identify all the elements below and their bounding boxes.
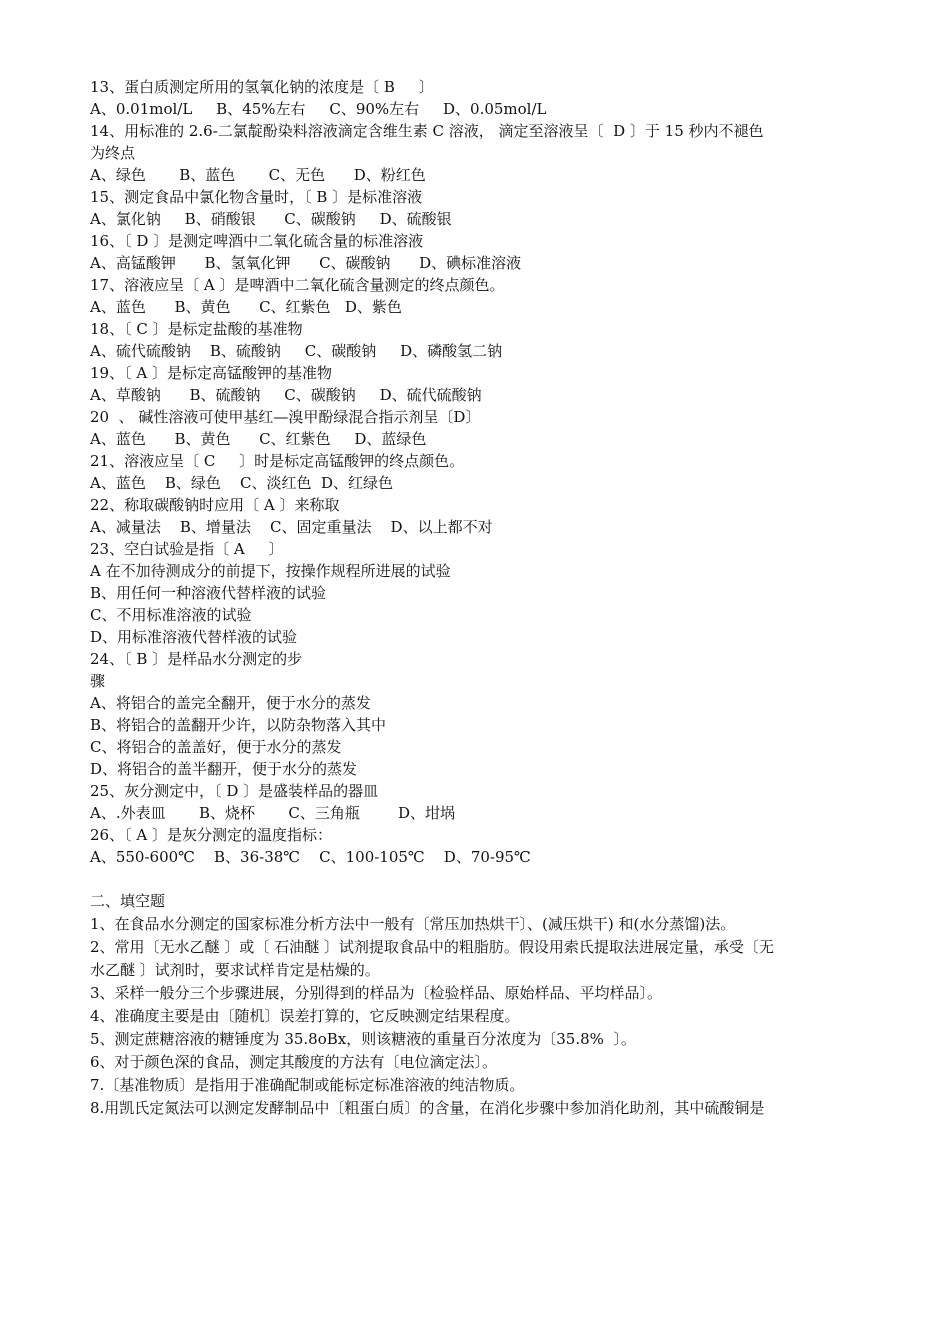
- options-line: A、将铝合的盖完全翻开，便于水分的蒸发: [90, 694, 371, 712]
- options-line: A、蓝色 B、绿色 C、淡红色 D、红绿色: [90, 474, 394, 492]
- fill-line: 5、测定蔗糖溶液的糖锤度为 35.8oBx，则该糖液的重量百分浓度为〔35.8% 〕。: [90, 1030, 636, 1048]
- section-heading: 二、填空题: [90, 892, 166, 910]
- document-page: [90, 76, 870, 1120]
- fill-line: 2、常用〔无水乙醚 〕或〔 石油醚 〕试剂提取食品中的粗脂肪。假设用索氏提取法进展定量，承受〔无: [90, 938, 774, 956]
- fill-line: 7.〔基准物质〕是指用于准确配制或能标定标准溶液的纯洁物质。: [90, 1076, 525, 1094]
- options-line: A、减量法 B、增量法 C、固定重量法 D、以上都不对: [90, 518, 493, 536]
- options-line: A 在不加待测成分的前提下，按操作规程所进展的试验: [90, 562, 451, 580]
- options-line: A、.外表皿 B、烧杯 C、三角瓶 D、坩埚: [90, 804, 456, 822]
- fill-line: 水乙醚 〕试剂时，要求试样肯定是枯燥的。: [90, 961, 380, 979]
- question-line: 13、蛋白质测定所用的氢氧化钠的浓度是〔 B 〕: [90, 78, 434, 96]
- question-line: 18、〔 C 〕是标定盐酸的基准物: [90, 320, 303, 338]
- options-line: C、将铝合的盖盖好，便于水分的蒸发: [90, 738, 342, 756]
- options-line: A、草酸钠 B、硫酸钠 C、碳酸钠 D、硫代硫酸钠: [90, 386, 482, 404]
- fill-line: 8.用凯氏定氮法可以测定发酵制品中〔粗蛋白质〕的含量，在消化步骤中参加消化助剂，其中硫酸铜是: [90, 1099, 765, 1117]
- options-line: D、将铝合的盖半翻开，便于水分的蒸发: [90, 760, 358, 778]
- question-line: 15、测定食品中氯化物含量时，〔 B 〕是标准溶液: [90, 188, 423, 206]
- options-line: A、0.01mol/L B、45%左右 C、90%左右 D、0.05mol/L: [90, 100, 547, 118]
- multiple-choice-section: [90, 76, 870, 868]
- question-line: 26、〔 A 〕是灰分测定的温度指标：: [90, 826, 332, 844]
- question-line: 19、〔 A 〕是标定高锰酸钾的基准物: [90, 364, 332, 382]
- fill-line: 3、采样一般分三个步骤进展，分别得到的样品为〔检验样品、原始样品、平均样品〕。: [90, 984, 663, 1002]
- options-line: B、将铝合的盖翻开少许，以防杂物落入其中: [90, 716, 387, 734]
- fill-line: 1、在食品水分测定的国家标准分析方法中一般有〔常压加热烘干〕、(减压烘干) 和(水分蒸馏)法。: [90, 915, 736, 933]
- options-line: D、用标准溶液代替样液的试验: [90, 628, 298, 646]
- fill-in-section: [90, 890, 870, 1120]
- question-line: 20 、 碱性溶液可使甲基红—溴甲酚绿混合指示剂呈〔D〕: [90, 408, 481, 426]
- question-line: 24、〔 B 〕是样品水分测定的步: [90, 650, 303, 668]
- fill-line: 6、对于颜色深的食品，测定其酸度的方法有〔电位滴定法〕。: [90, 1053, 498, 1071]
- options-line: A、氯化钠 B、硝酸银 C、碳酸钠 D、硫酸银: [90, 210, 452, 228]
- options-line: A、硫代硫酸钠 B、硫酸钠 C、碳酸钠 D、磷酸氢二钠: [90, 342, 503, 360]
- fill-line: 4、准确度主要是由〔随机〕误差打算的，它反映测定结果程度。: [90, 1007, 520, 1025]
- options-line: B、用任何一种溶液代替样液的试验: [90, 584, 327, 602]
- options-line: A、蓝色 B、黄色 C、红紫色 D、紫色: [90, 298, 402, 316]
- options-line: A、绿色 B、蓝色 C、无色 D、粉红色: [90, 166, 426, 184]
- question-line: 16、〔 D 〕是测定啤酒中二氧化硫含量的标准溶液: [90, 232, 424, 250]
- section-gap: [90, 868, 870, 890]
- question-line: 为终点: [90, 144, 136, 162]
- question-line: 17、溶液应呈〔 A 〕是啤酒中二氧化硫含量测定的终点颜色。: [90, 276, 505, 294]
- question-line: 14、用标准的 2.6-二氯靛酚染料溶液滴定含维生素 C 溶液， 滴定至溶液呈〔 D 〕于 15 秒内不褪色: [90, 122, 764, 140]
- options-line: A、550-600℃ B、36-38℃ C、100-105℃ D、70-95℃: [90, 848, 531, 866]
- options-line: A、蓝色 B、黄色 C、红紫色 D、蓝绿色: [90, 430, 427, 448]
- question-line: 25、灰分测定中，〔 D 〕是盛装样品的器皿: [90, 782, 379, 800]
- options-line: C、不用标准溶液的试验: [90, 606, 252, 624]
- question-line: 22、称取碳酸钠时应用〔 A 〕来称取: [90, 496, 340, 514]
- question-line: 23、空白试验是指〔 A 〕: [90, 540, 284, 558]
- question-line: 骤: [90, 672, 106, 690]
- options-line: A、高锰酸钾 B、氢氧化钾 C、碳酸钠 D、碘标准溶液: [90, 254, 522, 272]
- question-line: 21、溶液应呈〔 C 〕时是标定高锰酸钾的终点颜色。: [90, 452, 465, 470]
